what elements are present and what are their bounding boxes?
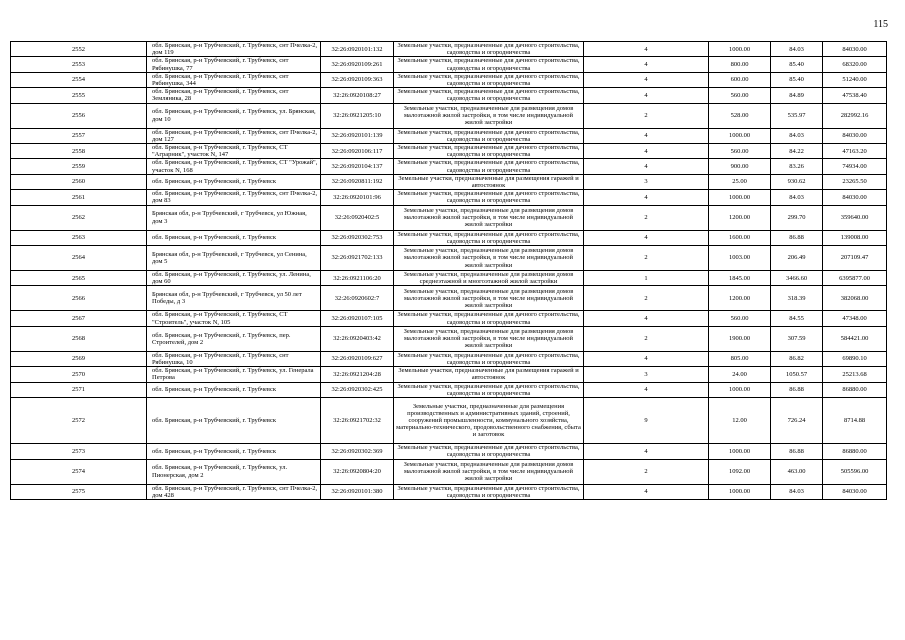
unit-price-cell: 206.49 [771,246,823,271]
area-cell: 1200.00 [709,205,771,230]
land-use-cell: Земельные участки, предназначенные для дачного строительства, садоводства и огородничества [394,42,584,57]
cadastral-number-cell: 32:26:0920804:20 [321,459,394,484]
unit-price-cell: 84.89 [771,88,823,103]
group-cell: 4 [584,444,709,459]
table-row [11,484,887,499]
address-cell: обл. Брянская, р-н Трубчевский, г. Трубчевск, СТ "Строитель", участок N, 105 [147,311,321,326]
table-row [11,311,887,326]
cadastral-number-cell: 32:26:0920101:380 [321,484,394,499]
address-cell: обл. Брянская, р-н Трубчевский, г. Трубчевск [147,230,321,245]
unit-price-cell: 86.82 [771,351,823,366]
area-cell: 1003.00 [709,246,771,271]
land-use-cell: Земельные участки, предназначенные для дачного строительства, садоводства и огородничества [394,57,584,72]
row-number: 2552 [11,42,147,57]
row-number: 2560 [11,174,147,189]
table-row [11,144,887,159]
cadastral-value-cell: 51240.00 [823,72,887,87]
land-use-cell: Земельные участки, предназначенные для дачного строительства, садоводства и огородничества [394,444,584,459]
cadastral-number-cell: 32:26:0920602:7 [321,286,394,311]
cadastral-value-cell: 84030.00 [823,190,887,205]
cadastral-number-cell: 32:26:0920302:753 [321,230,394,245]
address-cell: обл. Брянская, р-н Трубчевский, г. Трубчевск, пер. Строителей, дом 2 [147,326,321,351]
cadastral-value-cell: 139008.00 [823,230,887,245]
group-cell: 2 [584,459,709,484]
group-cell: 3 [584,174,709,189]
cadastral-number-cell: 32:26:0921702:133 [321,246,394,271]
row-number: 2570 [11,367,147,382]
address-cell: обл. Брянская, р-н Трубчевский, г. Трубчевск, ул. Брянская, дом 10 [147,103,321,128]
unit-price-cell: 83.26 [771,159,823,174]
group-cell: 1 [584,271,709,286]
group-cell: 4 [584,311,709,326]
land-use-cell: Земельные участки, предназначенные для размещения домов малоэтажной жилой застройки, в том числе индивидуальной жилой застройки [394,326,584,351]
address-cell: Брянская обл, р-н Трубчевский, г Трубчевск, ул 50 лет Победы, д 3 [147,286,321,311]
address-cell: обл. Брянская, р-н Трубчевский, г. Трубчевск [147,382,321,397]
row-number: 2573 [11,444,147,459]
group-cell: 4 [584,88,709,103]
area-cell: 1092.00 [709,459,771,484]
table-row [11,271,887,286]
area-cell: 805.00 [709,351,771,366]
cadastral-value-cell: 86880.00 [823,382,887,397]
table-row [11,159,887,174]
unit-price-cell: 84.03 [771,190,823,205]
area-cell: 24.00 [709,367,771,382]
cadastral-number-cell: 32:26:0920109:261 [321,57,394,72]
address-cell: обл. Брянская, р-н Трубчевский, г. Трубчевск, снт Рябинушка, 10 [147,351,321,366]
group-cell: 2 [584,205,709,230]
unit-price-cell: 84.55 [771,311,823,326]
land-use-cell: Земельные участки, предназначенные для дачного строительства, садоводства и огородничества [394,311,584,326]
row-number: 2553 [11,57,147,72]
cadastral-number-cell: 32:26:0920106:117 [321,144,394,159]
cadastral-value-cell: 47163.20 [823,144,887,159]
cadastral-number-cell: 32:26:0920402:5 [321,205,394,230]
unit-price-cell: 299.70 [771,205,823,230]
group-cell: 4 [584,190,709,205]
row-number: 2561 [11,190,147,205]
address-cell: обл. Брянская, р-н Трубчевский, г. Трубчевск, снт Рябинушка, 344 [147,72,321,87]
table-row [11,459,887,484]
table-row [11,103,887,128]
cadastral-value-cell: 86880.00 [823,444,887,459]
group-cell: 4 [584,159,709,174]
unit-price-cell: 86.88 [771,444,823,459]
cadastral-number-cell: 32:26:0920107:105 [321,311,394,326]
land-use-cell: Земельные участки, предназначенные для размещения гаражей и автостоянок [394,367,584,382]
area-cell: 1000.00 [709,382,771,397]
unit-price-cell: 318.39 [771,286,823,311]
row-number: 2575 [11,484,147,499]
unit-price-cell: 535.97 [771,103,823,128]
group-cell: 3 [584,367,709,382]
unit-price-cell: 84.03 [771,128,823,143]
unit-price-cell: 84.03 [771,484,823,499]
group-cell: 4 [584,128,709,143]
cadastral-value-cell: 84030.00 [823,42,887,57]
row-number: 2556 [11,103,147,128]
table-body [11,42,887,500]
unit-price-cell: 84.03 [771,42,823,57]
cadastral-number-cell: 32:26:0920109:627 [321,351,394,366]
cadastral-value-cell: 68320.00 [823,57,887,72]
unit-price-cell: 85.40 [771,57,823,72]
cadastral-number-cell: 32:26:0920109:363 [321,72,394,87]
cadastral-value-cell: 584421.00 [823,326,887,351]
row-number: 2572 [11,398,147,444]
row-number: 2568 [11,326,147,351]
area-cell: 528.00 [709,103,771,128]
address-cell: обл. Брянская, р-н Трубчевский, г. Трубчевск, снт Пчелка-2, дом 119 [147,42,321,57]
unit-price-cell: 930.62 [771,174,823,189]
table-row [11,351,887,366]
unit-price-cell: 307.59 [771,326,823,351]
group-cell: 2 [584,286,709,311]
area-cell: 560.00 [709,144,771,159]
cadastral-number-cell: 32:26:0920101:139 [321,128,394,143]
land-use-cell: Земельные участки, предназначенные для размещения производственных и административных зданий, строений, сооружений промышленности, коммунального хозяйства, материально-технического, продовольственного снабжения, сбыта и заготовок [394,398,584,444]
table-row [11,398,887,444]
cadastral-value-cell: 47538.40 [823,88,887,103]
cadastral-value-cell: 74934.00 [823,159,887,174]
group-cell: 4 [584,72,709,87]
land-use-cell: Земельные участки, предназначенные для размещения домов малоэтажной жилой застройки, в том числе индивидуальной жилой застройки [394,286,584,311]
row-number: 2559 [11,159,147,174]
row-number: 2571 [11,382,147,397]
table-row [11,88,887,103]
cadastral-value-cell: 505596.00 [823,459,887,484]
address-cell: обл. Брянская, р-н Трубчевский, г. Трубчевск, ул. Ленина, дом 60 [147,271,321,286]
row-number: 2554 [11,72,147,87]
cadastral-value-cell: 282992.16 [823,103,887,128]
land-use-cell: Земельные участки, предназначенные для дачного строительства, садоводства и огородничества [394,159,584,174]
unit-price-cell: 3466.60 [771,271,823,286]
table-row [11,174,887,189]
unit-price-cell: 463.00 [771,459,823,484]
table-row [11,42,887,57]
group-cell: 4 [584,230,709,245]
group-cell: 9 [584,398,709,444]
unit-price-cell: 85.40 [771,72,823,87]
address-cell: обл. Брянская, р-н Трубчевский, г. Трубчевск, снт Пчелка-2, дом 83 [147,190,321,205]
area-cell: 1000.00 [709,42,771,57]
land-use-cell: Земельные участки, предназначенные для размещения гаражей и автостоянок [394,174,584,189]
page-number: 115 [873,19,888,30]
area-cell: 12.00 [709,398,771,444]
row-number: 2567 [11,311,147,326]
group-cell: 2 [584,246,709,271]
cadastral-number-cell: 32:26:0920811:192 [321,174,394,189]
cadastral-value-cell: 359640.00 [823,205,887,230]
row-number: 2566 [11,286,147,311]
area-cell: 1000.00 [709,444,771,459]
group-cell: 2 [584,103,709,128]
table-row [11,128,887,143]
address-cell: обл. Брянская, р-н Трубчевский, г. Трубчевск, ул. Генерала Петрова [147,367,321,382]
area-cell: 1900.00 [709,326,771,351]
group-cell: 4 [584,484,709,499]
address-cell: Брянская обл, р-н Трубчевский, г Трубчевск, ул Южная, дом 3 [147,205,321,230]
area-cell: 25.00 [709,174,771,189]
area-cell: 1200.00 [709,286,771,311]
row-number: 2558 [11,144,147,159]
area-cell: 1000.00 [709,484,771,499]
address-cell: обл. Брянская, р-н Трубчевский, г. Трубчевск [147,398,321,444]
cadastral-value-cell: 84030.00 [823,128,887,143]
cadastral-number-cell: 32:26:0920302:369 [321,444,394,459]
row-number: 2574 [11,459,147,484]
area-cell: 600.00 [709,72,771,87]
table-row [11,230,887,245]
table-row [11,57,887,72]
address-cell: Брянская обл, р-н Трубчевский, г Трубчевск, ул Сенина, дом 5 [147,246,321,271]
land-register-table [10,41,887,500]
cadastral-number-cell: 32:26:0920101:132 [321,42,394,57]
area-cell: 560.00 [709,88,771,103]
address-cell: обл. Брянская, р-н Трубчевский, г. Трубчевск, СТ "Аграрник", участок N, 147 [147,144,321,159]
land-use-cell: Земельные участки, предназначенные для дачного строительства, садоводства и огородничества [394,144,584,159]
cadastral-value-cell: 47348.00 [823,311,887,326]
unit-price-cell: 86.88 [771,382,823,397]
address-cell: обл. Брянская, р-н Трубчевский, г. Трубчевск, снт Рябинушка, 77 [147,57,321,72]
table-row [11,286,887,311]
table-row [11,444,887,459]
address-cell: обл. Брянская, р-н Трубчевский, г. Трубчевск, снт Пчелка-2, дом 127 [147,128,321,143]
area-cell: 560.00 [709,311,771,326]
address-cell: обл. Брянская, р-н Трубчевский, г. Трубчевск [147,444,321,459]
row-number: 2564 [11,246,147,271]
land-use-cell: Земельные участки, предназначенные для дачного строительства, садоводства и огородничества [394,128,584,143]
row-number: 2563 [11,230,147,245]
land-use-cell: Земельные участки, предназначенные для дачного строительства, садоводства и огородничества [394,88,584,103]
row-number: 2565 [11,271,147,286]
land-use-cell: Земельные участки, предназначенные для дачного строительства, садоводства и огородничества [394,351,584,366]
area-cell: 1000.00 [709,128,771,143]
unit-price-cell: 84.22 [771,144,823,159]
land-use-cell: Земельные участки, предназначенные для размещения домов среднеэтажной и многоэтажной жилой застройки [394,271,584,286]
unit-price-cell: 726.24 [771,398,823,444]
land-use-cell: Земельные участки, предназначенные для дачного строительства, садоводства и огородничества [394,382,584,397]
cadastral-number-cell: 32:26:0920101:96 [321,190,394,205]
area-cell: 1845.00 [709,271,771,286]
table-row [11,190,887,205]
cadastral-number-cell: 32:26:0920108:27 [321,88,394,103]
area-cell: 900.00 [709,159,771,174]
row-number: 2569 [11,351,147,366]
cadastral-value-cell: 207109.47 [823,246,887,271]
land-use-cell: Земельные участки, предназначенные для размещения домов малоэтажной жилой застройки, в том числе индивидуальной жилой застройки [394,459,584,484]
land-use-cell: Земельные участки, предназначенные для дачного строительства, садоводства и огородничества [394,72,584,87]
area-cell: 800.00 [709,57,771,72]
address-cell: обл. Брянская, р-н Трубчевский, г. Трубчевск, ул. Пионерская, дом 2 [147,459,321,484]
area-cell: 1600.00 [709,230,771,245]
group-cell: 4 [584,42,709,57]
group-cell: 2 [584,326,709,351]
table-row [11,246,887,271]
cadastral-number-cell: 32:26:0921205:10 [321,103,394,128]
cadastral-value-cell: 84030.00 [823,484,887,499]
cadastral-number-cell: 32:26:0921204:28 [321,367,394,382]
cadastral-number-cell: 32:26:0920403:42 [321,326,394,351]
unit-price-cell: 1050.57 [771,367,823,382]
table-row [11,326,887,351]
table-row [11,382,887,397]
address-cell: обл. Брянская, р-н Трубчевский, г. Трубчевск, снт Земляника, 28 [147,88,321,103]
group-cell: 4 [584,144,709,159]
row-number: 2557 [11,128,147,143]
cadastral-value-cell: 8714.88 [823,398,887,444]
land-use-cell: Земельные участки, предназначенные для дачного строительства, садоводства и огородничества [394,190,584,205]
land-use-cell: Земельные участки, предназначенные для дачного строительства, садоводства и огородничества [394,484,584,499]
land-use-cell: Земельные участки, предназначенные для размещения домов малоэтажной жилой застройки, в том числе индивидуальной жилой застройки [394,103,584,128]
group-cell: 4 [584,351,709,366]
group-cell: 4 [584,382,709,397]
table-row [11,72,887,87]
unit-price-cell: 86.88 [771,230,823,245]
cadastral-number-cell: 32:26:0920302:425 [321,382,394,397]
cadastral-value-cell: 6395877.00 [823,271,887,286]
cadastral-number-cell: 32:26:0921106:20 [321,271,394,286]
address-cell: обл. Брянская, р-н Трубчевский, г. Трубчевск, снт Пчелка-2, дом 428 [147,484,321,499]
cadastral-value-cell: 69890.10 [823,351,887,366]
address-cell: обл. Брянская, р-н Трубчевский, г. Трубчевск, СТ "Урожай", участок N, 168 [147,159,321,174]
table-row [11,205,887,230]
land-use-cell: Земельные участки, предназначенные для размещения домов малоэтажной жилой застройки, в том числе индивидуальной жилой застройки [394,246,584,271]
cadastral-value-cell: 25213.68 [823,367,887,382]
group-cell: 4 [584,57,709,72]
cadastral-value-cell: 23265.50 [823,174,887,189]
land-use-cell: Земельные участки, предназначенные для размещения домов малоэтажной жилой застройки, в том числе индивидуальной жилой застройки [394,205,584,230]
row-number: 2562 [11,205,147,230]
land-use-cell: Земельные участки, предназначенные для дачного строительства, садоводства и огородничества [394,230,584,245]
area-cell: 1000.00 [709,190,771,205]
address-cell: обл. Брянская, р-н Трубчевский, г. Трубчевск [147,174,321,189]
cadastral-number-cell: 32:26:0920104:137 [321,159,394,174]
cadastral-value-cell: 382068.00 [823,286,887,311]
cadastral-number-cell: 32:26:0921702:32 [321,398,394,444]
table-row [11,367,887,382]
row-number: 2555 [11,88,147,103]
